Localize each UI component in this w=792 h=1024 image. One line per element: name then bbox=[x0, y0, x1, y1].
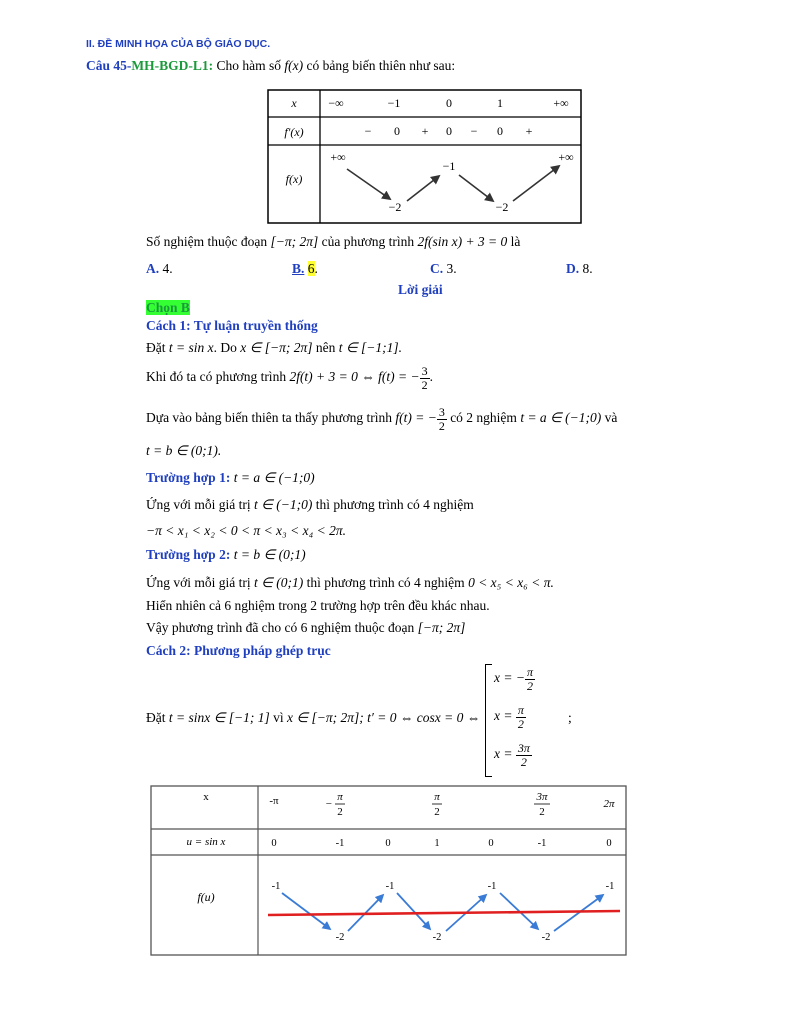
math: x ∈ [−π; 2π] bbox=[287, 710, 360, 725]
row-label-u: u = sin x bbox=[186, 836, 226, 848]
text: Ứng với mỗi giá trị bbox=[146, 575, 251, 590]
text: x = bbox=[494, 708, 513, 724]
numerator: 3 bbox=[438, 405, 445, 419]
arrow-down bbox=[397, 893, 430, 929]
method1-line4: t = b ∈ (0;1). bbox=[146, 443, 222, 458]
math: x ∈ [−π; 2π] bbox=[240, 340, 313, 355]
row-label-x: x bbox=[203, 791, 209, 803]
x-value: 0 bbox=[446, 96, 452, 110]
numerator: 3 bbox=[421, 364, 428, 378]
fu-top: -1 bbox=[385, 881, 395, 892]
u-value: 0 bbox=[385, 838, 391, 849]
problem-text3: là bbox=[510, 234, 521, 249]
math: t = sinx ∈ [−1; 1] bbox=[168, 710, 270, 725]
math: t ∈ (−1;0) bbox=[253, 497, 313, 512]
denominator: 2 bbox=[520, 754, 527, 769]
x-value: +∞ bbox=[553, 96, 569, 110]
text: . Do bbox=[213, 340, 237, 355]
fraction bbox=[516, 742, 532, 768]
fraction bbox=[420, 365, 430, 391]
sign: − bbox=[515, 670, 525, 686]
row-label-fprime: f′(x) bbox=[284, 125, 304, 139]
case-label: Trường hợp 1: bbox=[146, 470, 231, 485]
text: Khi đó ta có phương trình bbox=[146, 369, 287, 385]
sign: − bbox=[470, 124, 478, 138]
option-dot: . bbox=[314, 261, 318, 276]
row-label-fu: f(u) bbox=[197, 890, 215, 904]
question-text-before: Cho hàm số bbox=[216, 58, 282, 73]
denominator: 2 bbox=[438, 418, 445, 433]
question-func: f(x) bbox=[284, 58, 304, 73]
method1-line5 bbox=[146, 497, 474, 513]
text: vì bbox=[273, 710, 284, 725]
problem-equation: 2f(sin x) + 3 = 0 bbox=[417, 234, 508, 249]
x-sign: − bbox=[325, 798, 332, 810]
question-line bbox=[86, 58, 455, 74]
option-value: 8. bbox=[582, 261, 593, 276]
arrow-down bbox=[459, 175, 493, 201]
text: Đặt bbox=[146, 340, 166, 355]
x-value: -π bbox=[269, 795, 279, 807]
question-code: MH-BGD-L1: bbox=[131, 58, 214, 73]
option-d[interactable] bbox=[566, 261, 593, 277]
bracket-top bbox=[485, 664, 492, 665]
text: Vậy phương trình đã cho có 6 nghiệm thuộc đoạn bbox=[146, 620, 415, 635]
x-num: 3π bbox=[536, 791, 548, 803]
text: và bbox=[604, 410, 618, 426]
text: Ứng với mỗi giá trị bbox=[146, 497, 251, 512]
option-letter: C. bbox=[430, 261, 444, 276]
row-label-x: x bbox=[291, 96, 297, 110]
math: t = a ∈ (−1;0) bbox=[520, 410, 602, 426]
answer-text: Chọn B bbox=[146, 300, 190, 315]
solution-title: Lời giải bbox=[398, 282, 443, 297]
x-values-row bbox=[269, 791, 615, 818]
u-value: -1 bbox=[335, 838, 345, 849]
composite-table bbox=[150, 785, 628, 957]
arrow-up bbox=[554, 895, 603, 931]
text: thì phương trình có 4 nghiệm bbox=[306, 575, 465, 590]
fu-bottom: -2 bbox=[541, 932, 551, 943]
case-label: Trường hợp 2: bbox=[146, 547, 231, 562]
text: có 2 nghiệm bbox=[450, 410, 517, 426]
denominator: 2 bbox=[421, 377, 428, 392]
fu-bottom: -2 bbox=[335, 932, 345, 943]
sign: + bbox=[525, 124, 533, 138]
x-value: 1 bbox=[497, 96, 503, 110]
question-label: Câu 45- bbox=[86, 58, 132, 73]
text: Đặt bbox=[146, 710, 166, 725]
solution-3 bbox=[494, 742, 532, 768]
math: t ∈ (0;1) bbox=[253, 575, 304, 590]
solution-1 bbox=[494, 666, 535, 692]
f-value: −2 bbox=[495, 200, 509, 214]
x-den: 2 bbox=[337, 806, 343, 818]
f-value: −2 bbox=[388, 200, 402, 214]
answer-badge bbox=[146, 300, 190, 316]
fu-bottom: -2 bbox=[432, 932, 442, 943]
math: ; t′ = 0 ⇔ cosx = 0 ⇔ bbox=[359, 710, 481, 725]
x-num: π bbox=[434, 791, 440, 803]
fu-top: -1 bbox=[487, 881, 497, 892]
method1-line7 bbox=[146, 575, 554, 591]
arrow-down bbox=[282, 893, 330, 929]
sign: 0 bbox=[497, 124, 503, 138]
fu-top: -1 bbox=[605, 881, 615, 892]
u-value: 0 bbox=[488, 838, 494, 849]
u-value: 0 bbox=[271, 838, 277, 849]
sign: 0 bbox=[394, 124, 400, 138]
horizontal-line-y bbox=[268, 911, 620, 915]
u-value: 1 bbox=[434, 838, 440, 849]
method1-line3 bbox=[146, 406, 617, 432]
option-b[interactable] bbox=[292, 261, 318, 277]
option-value: 4. bbox=[162, 261, 173, 276]
problem-interval: [−π; 2π] bbox=[270, 234, 319, 249]
fraction bbox=[525, 666, 535, 692]
case2 bbox=[146, 547, 306, 563]
math: t = sin x bbox=[168, 340, 214, 355]
f-value: −1 bbox=[442, 159, 456, 173]
math: [−π; 2π] bbox=[417, 620, 466, 635]
text: Dựa vào bảng biến thiên ta thấy phương trình bbox=[146, 410, 392, 426]
variation-table bbox=[267, 89, 583, 225]
bracket-bottom bbox=[485, 776, 492, 777]
math: f(t) = − bbox=[395, 410, 437, 426]
math: 2f(t) + 3 = 0 ⇔ f(t) = − bbox=[289, 369, 420, 385]
f-value: +∞ bbox=[330, 150, 346, 164]
denominator: 2 bbox=[526, 678, 533, 693]
x-den: 2 bbox=[539, 806, 545, 818]
fu-top: -1 bbox=[271, 881, 281, 892]
question-text-after: có bảng biến thiên như sau: bbox=[306, 58, 456, 73]
method1-line1 bbox=[146, 340, 402, 356]
method2-title: Cách 2: Phương pháp ghép trục bbox=[146, 643, 331, 658]
arrow-up bbox=[407, 176, 439, 201]
option-letter: A. bbox=[146, 261, 160, 276]
section-heading: II. ĐỀ MINH HỌA CỦA BỘ GIÁO DỤC. bbox=[86, 38, 271, 50]
f-value: +∞ bbox=[558, 150, 574, 164]
problem-statement bbox=[146, 234, 520, 250]
x-value: −1 bbox=[387, 96, 401, 110]
solution-2 bbox=[494, 704, 526, 730]
option-a[interactable] bbox=[146, 261, 173, 277]
arrow-up bbox=[513, 166, 559, 201]
option-letter: B. bbox=[292, 261, 305, 276]
option-value: 3. bbox=[446, 261, 457, 276]
u-value: 0 bbox=[606, 838, 612, 849]
u-values-row bbox=[271, 838, 611, 849]
math: t = b ∈ (0;1) bbox=[233, 547, 306, 562]
arrow-down bbox=[347, 169, 390, 199]
option-value: 6 bbox=[307, 261, 315, 276]
text: nên bbox=[315, 340, 336, 355]
text: . bbox=[429, 369, 433, 385]
option-letter: D. bbox=[566, 261, 580, 276]
method2-line1 bbox=[146, 710, 480, 726]
numerator: π bbox=[517, 703, 524, 717]
text: x = bbox=[494, 670, 513, 686]
row-label-f: f(x) bbox=[285, 172, 303, 186]
sign: − bbox=[364, 124, 372, 138]
solution-end: ; bbox=[568, 710, 572, 725]
x-value: −∞ bbox=[328, 96, 344, 110]
numerator: 3π bbox=[517, 741, 530, 755]
x-value: 2π bbox=[603, 798, 615, 810]
problem-text2: của phương trình bbox=[321, 234, 415, 249]
method1-title: Cách 1: Tự luận truyền thống bbox=[146, 318, 318, 333]
sign: + bbox=[421, 124, 429, 138]
x-num: π bbox=[337, 791, 343, 803]
text: thì phương trình có 4 nghiệm bbox=[315, 497, 474, 512]
option-c[interactable] bbox=[430, 261, 457, 277]
method1-line2 bbox=[146, 365, 433, 391]
method1-line6: −π < x₁ < x₂ < 0 < π < x₃ < x₄ < 2π. bbox=[146, 523, 347, 538]
sign: 0 bbox=[446, 124, 452, 138]
derivative-signs bbox=[365, 124, 533, 138]
case1 bbox=[146, 470, 315, 486]
fraction bbox=[437, 406, 447, 432]
fraction bbox=[516, 704, 526, 730]
x-den: 2 bbox=[434, 806, 440, 818]
x-values bbox=[328, 96, 568, 110]
method1-line8: Hiển nhiên cả 6 nghiệm trong 2 trường hợp trên đều khác nhau. bbox=[146, 598, 490, 613]
problem-text1: Số nghiệm thuộc đoạn bbox=[146, 234, 268, 249]
method1-line9 bbox=[146, 620, 465, 636]
math: t = a ∈ (−1;0) bbox=[233, 470, 315, 485]
system-bracket bbox=[485, 664, 488, 776]
denominator: 2 bbox=[517, 716, 524, 731]
text: x = bbox=[494, 746, 513, 762]
u-value: -1 bbox=[537, 838, 547, 849]
math: t ∈ [−1;1]. bbox=[338, 340, 403, 355]
math: 0 < x₅ < x₆ < π. bbox=[468, 575, 554, 590]
numerator: π bbox=[526, 665, 533, 679]
